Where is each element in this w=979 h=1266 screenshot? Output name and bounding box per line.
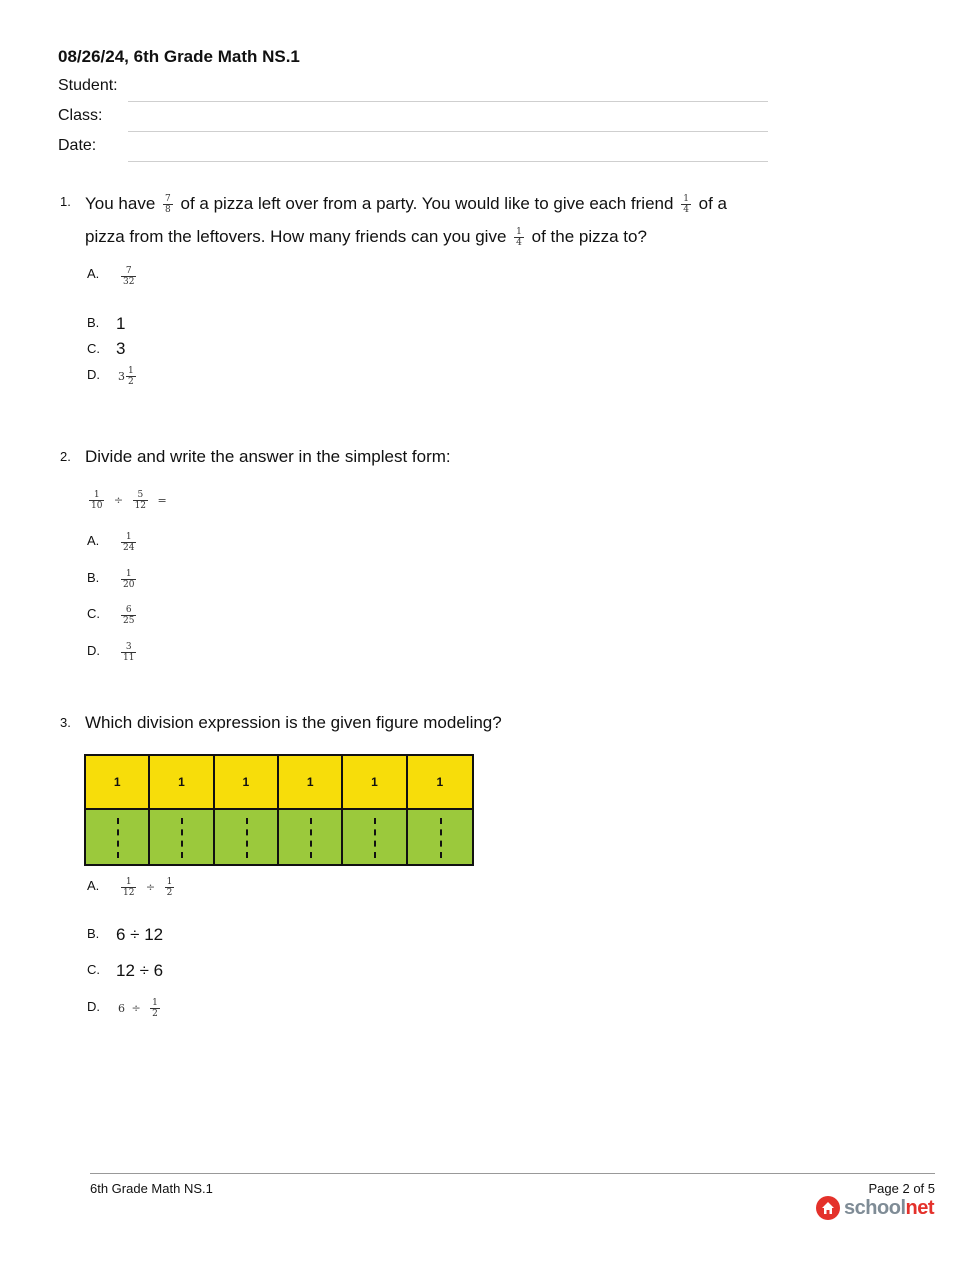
fraction: [126, 366, 136, 387]
numerator: 1: [683, 194, 689, 205]
q3-option-b-label[interactable]: B.: [87, 926, 100, 941]
question-2-number: 2.: [60, 449, 71, 464]
numerator: 1: [128, 366, 134, 376]
logo-text-school: school: [844, 1196, 906, 1219]
q3-option-c-value[interactable]: 12 ÷ 6: [116, 961, 164, 980]
q1-option-d-label[interactable]: D.: [87, 367, 100, 382]
q1-option-c-value[interactable]: 3: [116, 339, 126, 358]
q2-option-b-value[interactable]: [118, 569, 139, 590]
denominator: 4: [516, 238, 522, 249]
denominator: 4: [683, 205, 689, 216]
student-line: [128, 101, 768, 102]
numerator: 6: [125, 605, 132, 615]
denominator: 2: [152, 1009, 158, 1019]
denominator: 12: [134, 501, 147, 511]
numerator: 1: [125, 569, 132, 579]
half-split-cell: [150, 810, 214, 864]
q3-option-d-value[interactable]: [118, 998, 163, 1019]
divide-sign: ÷: [145, 881, 156, 894]
house-icon: [816, 1196, 840, 1220]
page-title: 08/26/24, 6th Grade Math NS.1: [58, 47, 300, 66]
fraction: [121, 532, 136, 553]
q1-fraction-7-8: [163, 194, 173, 215]
q1-option-c-label[interactable]: C.: [87, 341, 100, 356]
date-label: Date:: [58, 137, 97, 154]
student-label: Student:: [58, 77, 118, 94]
denominator: 24: [123, 543, 135, 553]
denominator: 2: [128, 377, 134, 387]
question-2-text: Divide and write the answer in the simplest form:: [85, 447, 451, 466]
fraction: [121, 605, 136, 626]
denominator: 10: [91, 501, 103, 511]
q2-option-b-label[interactable]: B.: [87, 570, 100, 585]
numerator: 7: [165, 194, 171, 205]
date-line: [128, 161, 768, 162]
numerator: 3: [125, 642, 132, 652]
unit-cell: 1: [86, 756, 150, 810]
unit-cell: 1: [279, 756, 343, 810]
footer-divider: [90, 1173, 935, 1174]
numerator: 1: [93, 490, 100, 500]
page-number: Page 2 of 5: [868, 1181, 935, 1196]
unit-cell: 1: [215, 756, 279, 810]
numerator: 7: [125, 266, 132, 276]
fraction: [121, 642, 136, 663]
q2-option-a-label[interactable]: A.: [87, 533, 100, 548]
q1-text-part: You have: [85, 194, 156, 213]
q2-expression: [86, 490, 169, 511]
logo-text-net: net: [905, 1196, 934, 1219]
fraction: [165, 877, 175, 898]
numerator: 1: [516, 227, 522, 238]
divide-sign: ÷: [131, 1002, 141, 1015]
half-split-cell: [86, 810, 150, 864]
q1-option-d-value[interactable]: [118, 366, 139, 387]
numerator: 1: [166, 877, 173, 887]
q1-fraction-1-4: [681, 194, 691, 215]
q1-option-b-label[interactable]: B.: [87, 315, 100, 330]
class-line: [128, 131, 768, 132]
q2-option-d-label[interactable]: D.: [87, 643, 100, 658]
denominator: 11: [123, 653, 135, 663]
question-1-text: [85, 187, 765, 253]
half-split-cell: [279, 810, 343, 864]
q1-text-part: of a pizza left over from a party. You would like to give each friend: [180, 194, 674, 213]
schoolnet-logo: [816, 1196, 934, 1220]
q2-option-a-value[interactable]: [118, 532, 139, 553]
unit-cell: 1: [408, 756, 472, 810]
q1-text-part: of a: [698, 194, 728, 213]
whole-number: 6: [118, 1002, 125, 1015]
q3-option-c-label[interactable]: C.: [87, 962, 100, 977]
q2-option-c-label[interactable]: C.: [87, 606, 100, 621]
fraction: [150, 998, 160, 1019]
numerator: 1: [152, 998, 158, 1008]
unit-cell: 1: [343, 756, 407, 810]
logo-wordmark: [844, 1197, 934, 1220]
question-1-number: 1.: [60, 194, 71, 209]
denominator: 12: [123, 888, 135, 898]
question-3-number: 3.: [60, 715, 71, 730]
fraction: [89, 490, 104, 511]
q1-text-part: pizza from the leftovers. How many friends can you give: [85, 227, 507, 246]
question-3-text: Which division expression is the given figure modeling?: [85, 713, 502, 732]
half-split-cell: [408, 810, 472, 864]
footer-title: 6th Grade Math NS.1: [90, 1181, 213, 1196]
unit-cell: 1: [150, 756, 214, 810]
q3-option-b-value[interactable]: 6 ÷ 12: [116, 925, 164, 944]
numerator: 1: [125, 877, 132, 887]
fraction: [121, 266, 136, 287]
denominator: 25: [123, 616, 135, 626]
q1-fraction-1-4: [514, 227, 524, 248]
q2-option-c-value[interactable]: [118, 605, 139, 626]
fraction-bar-model: [84, 754, 474, 866]
q1-option-b-value[interactable]: 1: [116, 314, 126, 333]
fraction: [133, 490, 148, 511]
fraction: [121, 877, 136, 898]
half-split-cell: [343, 810, 407, 864]
q1-text-part: of the pizza to?: [531, 227, 647, 246]
denominator: 8: [165, 205, 171, 216]
class-label: Class:: [58, 107, 103, 124]
whole-number: 3: [118, 370, 125, 383]
q3-option-a-label[interactable]: A.: [87, 878, 100, 893]
numerator: 5: [137, 490, 144, 500]
q1-option-a-value[interactable]: [118, 266, 139, 287]
denominator: 20: [123, 580, 135, 590]
q3-option-d-label[interactable]: D.: [87, 999, 100, 1014]
numerator: 1: [125, 532, 132, 542]
equals-sign: =: [157, 494, 167, 507]
q2-option-d-value[interactable]: [118, 642, 139, 663]
denominator: 2: [166, 888, 173, 898]
fraction: [121, 569, 136, 590]
half-split-cell: [215, 810, 279, 864]
denominator: 32: [123, 277, 135, 287]
q1-option-a-label[interactable]: A.: [87, 266, 100, 281]
divide-sign: ÷: [113, 494, 124, 507]
q3-option-a-value[interactable]: [118, 877, 177, 898]
